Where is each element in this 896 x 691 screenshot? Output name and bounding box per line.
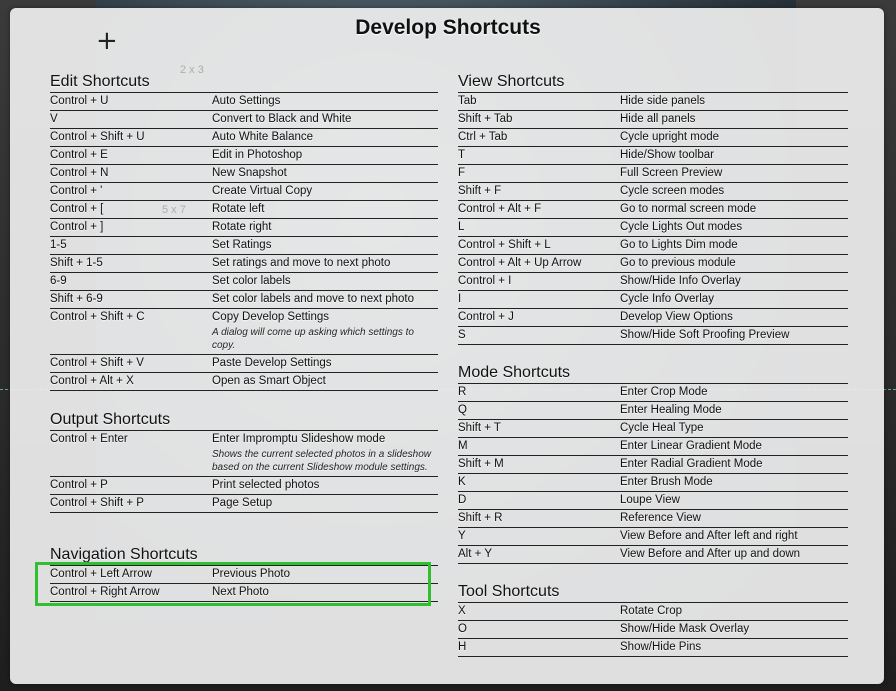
shortcut-description-text: Cycle Info Overlay xyxy=(620,293,714,305)
section-view xyxy=(458,72,848,345)
shortcut-description-text: View Before and After left and right xyxy=(620,530,798,542)
shortcut-description-text: Enter Impromptu Slideshow mode xyxy=(212,433,386,445)
shortcut-row xyxy=(458,510,848,528)
shortcut-key: O xyxy=(458,623,467,635)
shortcut-description xyxy=(620,273,848,290)
shortcut-key: Control + N xyxy=(50,167,109,179)
section-title: View Shortcuts xyxy=(458,73,565,90)
shortcut-description-text: Enter Radial Gradient Mode xyxy=(620,458,763,470)
section-title: Output Shortcuts xyxy=(50,411,171,428)
shortcut-row xyxy=(458,111,848,129)
shortcut-description xyxy=(620,639,848,656)
shortcut-row xyxy=(458,147,848,165)
shortcut-row xyxy=(50,165,438,183)
shortcut-description-text: Full Screen Preview xyxy=(620,167,723,179)
shortcut-row xyxy=(458,384,848,402)
shortcut-description-text: Auto Settings xyxy=(212,95,281,107)
shortcut-description-text: Loupe View xyxy=(620,494,680,506)
shortcut-description-text: Set color labels xyxy=(212,275,291,287)
shortcut-key: L xyxy=(458,221,465,233)
shortcut-description xyxy=(212,147,438,164)
shortcut-row xyxy=(50,93,438,111)
shortcut-key: Control + Right Arrow xyxy=(50,586,160,598)
shortcut-description-text: Rotate right xyxy=(212,221,272,233)
shortcut-description xyxy=(212,355,438,372)
shortcut-row xyxy=(458,93,848,111)
shortcut-description-text: Set color labels and move to next photo xyxy=(212,293,415,305)
shortcut-description xyxy=(212,237,438,254)
shortcut-key: Control + I xyxy=(458,275,512,287)
section-edit xyxy=(50,72,438,391)
shortcut-row xyxy=(50,201,438,219)
shortcut-description xyxy=(620,219,848,236)
shortcut-key: Tab xyxy=(458,95,477,107)
shortcut-row xyxy=(458,327,848,345)
shortcut-row xyxy=(458,309,848,327)
shortcut-description-text: Hide all panels xyxy=(620,113,696,125)
shortcut-key: Control + Shift + P xyxy=(50,497,144,509)
shortcut-description-text: Cycle Lights Out modes xyxy=(620,221,743,233)
shortcut-key: Shift + R xyxy=(458,512,503,524)
shortcut-description xyxy=(620,621,848,638)
crosshair-cursor-icon: + xyxy=(96,26,118,56)
shortcut-description xyxy=(620,603,848,620)
shortcut-description xyxy=(620,546,848,563)
shortcut-description-text: Cycle upright mode xyxy=(620,131,720,143)
shortcut-key: F xyxy=(458,167,466,179)
shortcut-row xyxy=(50,237,438,255)
shortcut-key: Control + ] xyxy=(50,221,104,233)
shortcut-row xyxy=(50,183,438,201)
panel-title: Develop Shortcuts xyxy=(355,16,541,39)
section-tool xyxy=(458,582,848,657)
shortcut-description-text: Previous Photo xyxy=(212,568,290,580)
shortcut-table xyxy=(50,92,438,391)
shortcut-description xyxy=(212,495,438,512)
shortcut-row xyxy=(458,129,848,147)
shortcut-description-text: Paste Develop Settings xyxy=(212,357,332,369)
crop-overlay-label: 5 x 7 xyxy=(162,204,186,216)
shortcut-description xyxy=(620,456,848,473)
shortcut-description xyxy=(620,474,848,491)
shortcut-description-text: Auto White Balance xyxy=(212,131,314,143)
shortcut-description-text: Cycle Heal Type xyxy=(620,422,704,434)
shortcut-row xyxy=(50,111,438,129)
shortcut-description xyxy=(620,129,848,146)
shortcut-description xyxy=(212,431,438,476)
shortcut-description-text: View Before and After up and down xyxy=(620,548,801,560)
shortcut-key: S xyxy=(458,329,466,341)
section-title: Tool Shortcuts xyxy=(458,583,560,600)
shortcut-description xyxy=(212,273,438,290)
shortcut-row xyxy=(458,237,848,255)
shortcut-description xyxy=(620,291,848,308)
shortcut-row xyxy=(50,309,438,355)
shortcut-row xyxy=(50,219,438,237)
shortcut-row xyxy=(50,355,438,373)
shortcut-description xyxy=(620,420,848,437)
shortcut-description xyxy=(620,237,848,254)
shortcut-description xyxy=(212,165,438,182)
shortcut-key: Control + Shift + L xyxy=(458,239,551,251)
shortcut-description-text: Enter Crop Mode xyxy=(620,386,708,398)
shortcut-description xyxy=(620,111,848,128)
shortcut-description-text: New Snapshot xyxy=(212,167,287,179)
shortcut-row xyxy=(458,201,848,219)
shortcut-row xyxy=(458,621,848,639)
shortcut-description xyxy=(620,165,848,182)
shortcut-row xyxy=(50,129,438,147)
shortcut-row xyxy=(50,255,438,273)
shortcut-key: R xyxy=(458,386,467,398)
shortcut-description-text: Hide/Show toolbar xyxy=(620,149,714,161)
shortcut-description xyxy=(620,93,848,110)
shortcut-key: Control + J xyxy=(458,311,514,323)
shortcut-description-text: Edit in Photoshop xyxy=(212,149,303,161)
shortcut-row xyxy=(50,431,438,477)
shortcut-row xyxy=(458,528,848,546)
shortcut-key: D xyxy=(458,494,467,506)
shortcut-description-text: Go to previous module xyxy=(620,257,736,269)
shortcut-description-text: Next Photo xyxy=(212,586,269,598)
shortcut-key: Shift + F xyxy=(458,185,502,197)
shortcut-key: K xyxy=(458,476,466,488)
shortcut-key: Control + U xyxy=(50,95,109,107)
shortcut-key: Control + Alt + Up Arrow xyxy=(458,257,582,269)
section-title: Mode Shortcuts xyxy=(458,364,571,381)
shortcut-key: Control + Left Arrow xyxy=(50,568,152,580)
shortcut-key: Shift + 6-9 xyxy=(50,293,103,305)
shortcut-key: Control + [ xyxy=(50,203,104,215)
shortcut-row xyxy=(50,273,438,291)
shortcut-key: Control + Enter xyxy=(50,433,128,445)
shortcut-description-text: Rotate Crop xyxy=(620,605,683,617)
shortcut-key: Control + E xyxy=(50,149,108,161)
section-title: Edit Shortcuts xyxy=(50,73,150,90)
shortcut-description xyxy=(620,510,848,527)
highlight-box xyxy=(35,562,431,606)
shortcut-row xyxy=(458,639,848,657)
shortcut-description xyxy=(620,255,848,272)
shortcut-description-text: Page Setup xyxy=(212,497,273,509)
shortcut-key: Control + Alt + X xyxy=(50,375,134,387)
shortcut-description-text: Hide side panels xyxy=(620,95,706,107)
shortcut-description-text: Develop View Options xyxy=(620,311,733,323)
shortcut-key: Ctrl + Tab xyxy=(458,131,508,143)
shortcut-table xyxy=(458,92,848,345)
shortcut-description xyxy=(620,438,848,455)
shortcut-description xyxy=(620,528,848,545)
shortcut-description xyxy=(620,402,848,419)
shortcut-description xyxy=(620,183,848,200)
shortcut-description xyxy=(212,201,438,218)
shortcut-description xyxy=(212,93,438,110)
shortcut-key: Alt + Y xyxy=(458,548,492,560)
crop-overlay-label: 2 x 3 xyxy=(180,64,204,76)
section-output xyxy=(50,410,438,513)
shortcut-key: Control + Alt + F xyxy=(458,203,542,215)
shortcut-description-text: Copy Develop Settings xyxy=(212,311,329,323)
shortcut-description xyxy=(620,327,848,344)
shortcut-description xyxy=(620,201,848,218)
shortcut-key: X xyxy=(458,605,466,617)
shortcut-key: V xyxy=(50,113,58,125)
shortcut-description-text: Convert to Black and White xyxy=(212,113,352,125)
section-mode xyxy=(458,363,848,564)
shortcut-row xyxy=(458,438,848,456)
shortcut-row xyxy=(458,273,848,291)
shortcut-row xyxy=(50,291,438,309)
shortcut-description-text: Set Ratings xyxy=(212,239,272,251)
shortcut-description xyxy=(620,147,848,164)
section-title: Navigation Shortcuts xyxy=(50,546,198,563)
shortcut-table xyxy=(458,602,848,657)
shortcut-description-text: Create Virtual Copy xyxy=(212,185,313,197)
shortcut-description-text: Go to normal screen mode xyxy=(620,203,757,215)
shortcut-description xyxy=(212,183,438,200)
shortcut-key: Q xyxy=(458,404,467,416)
shortcut-key: Y xyxy=(458,530,466,542)
shortcut-row xyxy=(458,183,848,201)
shortcut-description xyxy=(212,111,438,128)
shortcut-description-text: Enter Brush Mode xyxy=(620,476,713,488)
shortcut-row xyxy=(458,492,848,510)
shortcut-description-text: Show/Hide Soft Proofing Preview xyxy=(620,329,790,341)
shortcut-key: Control + Shift + V xyxy=(50,357,144,369)
shortcut-description xyxy=(212,129,438,146)
shortcut-row xyxy=(458,456,848,474)
shortcut-key: Control + Shift + C xyxy=(50,311,145,323)
shortcut-description xyxy=(620,492,848,509)
shortcut-key: I xyxy=(458,293,462,305)
shortcut-key: 1-5 xyxy=(50,239,67,251)
shortcut-key: 6-9 xyxy=(50,275,67,287)
shortcut-key: Control + P xyxy=(50,479,108,491)
shortcut-key: M xyxy=(458,440,468,452)
shortcut-key: T xyxy=(458,149,466,161)
shortcut-key: H xyxy=(458,641,467,653)
shortcut-key: Control + Shift + U xyxy=(50,131,145,143)
shortcut-description-text: Enter Healing Mode xyxy=(620,404,722,416)
shortcut-row xyxy=(458,291,848,309)
shortcut-description xyxy=(620,384,848,401)
shortcut-description-text: Cycle screen modes xyxy=(620,185,725,197)
shortcut-row xyxy=(50,477,438,495)
shortcut-row xyxy=(458,219,848,237)
shortcut-note: Shows the current selected photos in a slideshow based on the current Slideshow module settings. xyxy=(212,449,432,473)
shortcut-row xyxy=(458,255,848,273)
shortcut-description-text: Show/Hide Mask Overlay xyxy=(620,623,750,635)
shortcut-key: Shift + Tab xyxy=(458,113,513,125)
shortcut-description xyxy=(212,219,438,236)
shortcut-description xyxy=(212,309,438,354)
shortcut-row xyxy=(458,474,848,492)
shortcut-description-text: Print selected photos xyxy=(212,479,320,491)
shortcut-table xyxy=(50,430,438,513)
shortcut-description-text: Reference View xyxy=(620,512,701,524)
shortcut-description xyxy=(620,309,848,326)
shortcut-row xyxy=(50,147,438,165)
shortcut-row xyxy=(50,373,438,391)
shortcut-description xyxy=(212,291,438,308)
shortcut-row xyxy=(458,420,848,438)
shortcut-description xyxy=(212,477,438,494)
shortcut-description-text: Open as Smart Object xyxy=(212,375,326,387)
shortcut-key: Shift + T xyxy=(458,422,501,434)
shortcut-description-text: Show/Hide Info Overlay xyxy=(620,275,741,287)
shortcut-row xyxy=(458,603,848,621)
shortcut-description-text: Set ratings and move to next photo xyxy=(212,257,391,269)
shortcut-description-text: Enter Linear Gradient Mode xyxy=(620,440,762,452)
shortcut-row xyxy=(458,165,848,183)
shortcut-key: Control + ' xyxy=(50,185,103,197)
shortcut-row xyxy=(458,546,848,564)
shortcut-note: A dialog will come up asking which settings to copy. xyxy=(212,327,414,351)
shortcut-row xyxy=(50,495,438,513)
shortcut-key: Shift + 1-5 xyxy=(50,257,103,269)
shortcut-row xyxy=(458,402,848,420)
shortcut-table xyxy=(458,383,848,564)
shortcut-description-text: Show/Hide Pins xyxy=(620,641,702,653)
shortcut-description-text: Go to Lights Dim mode xyxy=(620,239,738,251)
shortcut-description xyxy=(212,373,438,390)
shortcut-key: Shift + M xyxy=(458,458,504,470)
shortcut-description-text: Rotate left xyxy=(212,203,265,215)
shortcut-description xyxy=(212,255,438,272)
